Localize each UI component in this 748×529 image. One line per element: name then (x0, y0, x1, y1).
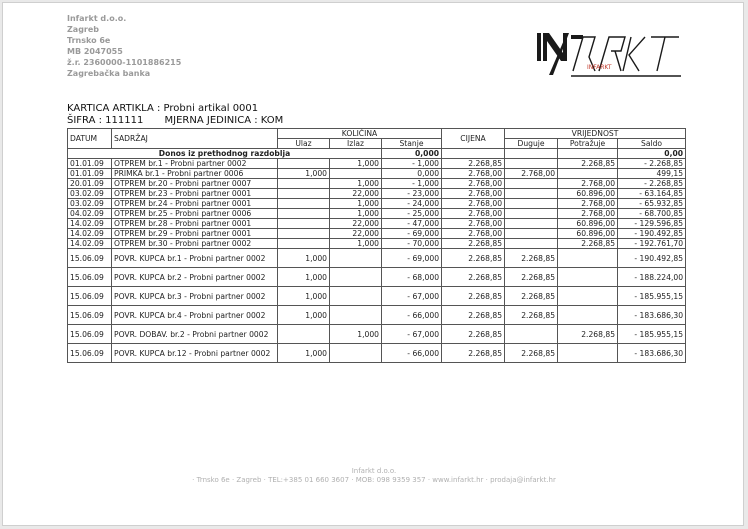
cell-stanje: - 1,000 (382, 159, 442, 169)
cell-izlaz: 1,000 (330, 209, 382, 219)
cell-potrazuje: 2.268,85 (558, 239, 618, 249)
cell-ulaz (278, 159, 330, 169)
cell-sadrzaj: POVR. KUPCA br.1 - Probni partner 0002 (112, 249, 278, 268)
article-code: ŠIFRA : 111111 (67, 115, 144, 126)
company-street: Trnsko 6e (67, 36, 111, 45)
cell-stanje: - 23,000 (382, 189, 442, 199)
table-row (68, 209, 686, 219)
cell-datum: 01.01.09 (68, 159, 112, 169)
cell-izlaz: 1,000 (330, 179, 382, 189)
cell-stanje: - 67,000 (382, 325, 442, 344)
cell-stanje: - 69,000 (382, 229, 442, 239)
cell-datum: 01.01.09 (68, 169, 112, 179)
cell-stanje: - 25,000 (382, 209, 442, 219)
company-account: ž.r. 2360000-1101886215 (67, 58, 182, 67)
cell-duguje (505, 179, 558, 189)
cell-izlaz: 1,000 (330, 239, 382, 249)
cell-sadrzaj: OTPREM br.30 - Probni partner 0002 (112, 239, 278, 249)
header-datum: DATUM (68, 129, 112, 149)
cell-potrazuje: 2.768,00 (558, 199, 618, 209)
cell-ulaz (278, 229, 330, 239)
header-potrazuje: Potražuje (558, 139, 618, 149)
cell-potrazuje: 2.768,00 (558, 179, 618, 189)
cell-duguje (505, 199, 558, 209)
cell-potrazuje (558, 287, 618, 306)
cell-ulaz (278, 189, 330, 199)
cell-stanje: - 1,000 (382, 179, 442, 189)
cell-saldo: - 185.955,15 (618, 287, 686, 306)
cell-stanje: - 66,000 (382, 306, 442, 325)
cell-cijena: 2.768,00 (442, 209, 505, 219)
header-stanje: Stanje (382, 139, 442, 149)
cell-potrazuje (558, 268, 618, 287)
cell-duguje (505, 219, 558, 229)
cell-cijena: 2.768,00 (442, 189, 505, 199)
cell-duguje: 2.268,85 (505, 344, 558, 363)
footer-company: Infarkt d.o.o. (351, 467, 397, 475)
cell-cijena: 2.768,00 (442, 229, 505, 239)
cell-izlaz: 22,000 (330, 229, 382, 239)
article-unit: MJERNA JEDINICA : KOM (164, 115, 284, 126)
cell-datum: 15.06.09 (68, 287, 112, 306)
cell-izlaz: 1,000 (330, 159, 382, 169)
cell-sadrzaj: OTPREM br.20 - Probni partner 0007 (112, 179, 278, 189)
cell-ulaz: 1,000 (278, 249, 330, 268)
cell-ulaz (278, 199, 330, 209)
cell-datum: 15.06.09 (68, 344, 112, 363)
cell-stanje: 0,000 (382, 169, 442, 179)
cell-duguje (505, 209, 558, 219)
header-sadrzaj: SADRŽAJ (112, 129, 278, 149)
cell-potrazuje: 60.896,00 (558, 189, 618, 199)
table-row (68, 325, 686, 344)
company-name: Infarkt d.o.o. (67, 14, 127, 23)
cell-sadrzaj: POVR. KUPCA br.4 - Probni partner 0002 (112, 306, 278, 325)
table-row (68, 287, 686, 306)
cell-datum: 03.02.09 (68, 199, 112, 209)
cell-saldo: - 183.686,30 (618, 306, 686, 325)
cell-izlaz: 22,000 (330, 219, 382, 229)
cell-stanje: - 70,000 (382, 239, 442, 249)
carry-empty-cijena (442, 149, 505, 159)
cell-cijena: 2.268,85 (442, 325, 505, 344)
cell-potrazuje: 60.896,00 (558, 219, 618, 229)
logo-text: INFARKT (587, 64, 612, 71)
table-row (68, 189, 686, 199)
article-meta (67, 115, 283, 126)
cell-potrazuje: 2.768,00 (558, 209, 618, 219)
cell-duguje (505, 189, 558, 199)
header-kolicina: KOLIČINA (278, 129, 442, 139)
table-row (68, 159, 686, 169)
header-izlaz: Izlaz (330, 139, 382, 149)
cell-izlaz: 1,000 (330, 325, 382, 344)
cell-cijena: 2.268,85 (442, 239, 505, 249)
cell-saldo: - 63.164,85 (618, 189, 686, 199)
cell-saldo: - 188.224,00 (618, 268, 686, 287)
table-row (68, 229, 686, 239)
cell-datum: 15.06.09 (68, 306, 112, 325)
cell-potrazuje: 2.268,85 (558, 325, 618, 344)
cell-ulaz (278, 239, 330, 249)
cell-saldo: - 2.268,85 (618, 159, 686, 169)
table-row (68, 344, 686, 363)
cell-ulaz: 1,000 (278, 268, 330, 287)
cell-stanje: - 47,000 (382, 219, 442, 229)
cell-izlaz (330, 287, 382, 306)
cell-izlaz: 22,000 (330, 189, 382, 199)
cell-sadrzaj: OTPREM br.23 - Probni partner 0001 (112, 189, 278, 199)
cell-duguje (505, 159, 558, 169)
carry-over-row (68, 149, 686, 159)
cell-ulaz: 1,000 (278, 169, 330, 179)
cell-potrazuje (558, 306, 618, 325)
table-row (68, 169, 686, 179)
cell-saldo: - 65.932,85 (618, 199, 686, 209)
cell-izlaz (330, 268, 382, 287)
table-row (68, 179, 686, 189)
cell-potrazuje (558, 249, 618, 268)
infarkt-logo (533, 23, 685, 81)
document-page (2, 2, 744, 526)
cell-ulaz (278, 179, 330, 189)
company-info (67, 13, 181, 79)
header-duguje: Duguje (505, 139, 558, 149)
cell-duguje (505, 229, 558, 239)
table-row (68, 199, 686, 209)
cell-stanje: - 66,000 (382, 344, 442, 363)
cell-cijena: 2.268,85 (442, 306, 505, 325)
cell-sadrzaj: POVR. KUPCA br.3 - Probni partner 0002 (112, 287, 278, 306)
cell-izlaz (330, 249, 382, 268)
cell-stanje: - 24,000 (382, 199, 442, 209)
cell-datum: 15.06.09 (68, 268, 112, 287)
carry-empty-potrazuje (558, 149, 618, 159)
cell-stanje: - 67,000 (382, 287, 442, 306)
cell-duguje: 2.268,85 (505, 249, 558, 268)
cell-cijena: 2.268,85 (442, 159, 505, 169)
header-saldo: Saldo (618, 139, 686, 149)
cell-saldo: - 2.268,85 (618, 179, 686, 189)
carry-empty-duguje (505, 149, 558, 159)
table-row (68, 219, 686, 229)
cell-sadrzaj: OTPREM br.29 - Probni partner 0001 (112, 229, 278, 239)
cell-duguje: 2.268,85 (505, 306, 558, 325)
header-vrijednost: VRIJEDNOST (505, 129, 686, 139)
carry-label: Donos iz prethodnog razdoblja (68, 149, 382, 159)
cell-izlaz: 1,000 (330, 199, 382, 209)
cell-izlaz (330, 169, 382, 179)
cell-cijena: 2.768,00 (442, 179, 505, 189)
cell-cijena: 2.768,00 (442, 199, 505, 209)
cell-izlaz (330, 344, 382, 363)
cell-potrazuje (558, 344, 618, 363)
cell-ulaz (278, 219, 330, 229)
cell-saldo: 499,15 (618, 169, 686, 179)
cell-datum: 15.06.09 (68, 325, 112, 344)
cell-duguje (505, 325, 558, 344)
cell-datum: 14.02.09 (68, 239, 112, 249)
cell-saldo: - 185.955,15 (618, 325, 686, 344)
company-city: Zagreb (67, 25, 100, 34)
cell-stanje: - 68,000 (382, 268, 442, 287)
table-row (68, 306, 686, 325)
cell-ulaz: 1,000 (278, 344, 330, 363)
cell-saldo: - 183.686,30 (618, 344, 686, 363)
cell-ulaz: 1,000 (278, 306, 330, 325)
cell-saldo: - 190.492,85 (618, 249, 686, 268)
cell-cijena: 2.268,85 (442, 287, 505, 306)
cell-sadrzaj: POVR. KUPCA br.12 - Probni partner 0002 (112, 344, 278, 363)
cell-sadrzaj: OTPREM br.24 - Probni partner 0001 (112, 199, 278, 209)
cell-cijena: 2.768,00 (442, 219, 505, 229)
cell-datum: 15.06.09 (68, 249, 112, 268)
cell-duguje (505, 239, 558, 249)
cell-saldo: - 68.700,85 (618, 209, 686, 219)
carry-saldo: 0,00 (618, 149, 686, 159)
cell-ulaz (278, 209, 330, 219)
cell-datum: 14.02.09 (68, 229, 112, 239)
cell-izlaz (330, 306, 382, 325)
cell-datum: 04.02.09 (68, 209, 112, 219)
cell-sadrzaj: PRIMKA br.1 - Probni partner 0006 (112, 169, 278, 179)
cell-cijena: 2.768,00 (442, 169, 505, 179)
cell-cijena: 2.268,85 (442, 249, 505, 268)
cell-saldo: - 192.761,70 (618, 239, 686, 249)
cell-sadrzaj: POVR. DOBAV. br.2 - Probni partner 0002 (112, 325, 278, 344)
cell-duguje: 2.268,85 (505, 287, 558, 306)
cell-saldo: - 129.596,85 (618, 219, 686, 229)
footer-contact: · Trnsko 6e · Zagreb · TEL:+385 01 660 3607 · MOB: 098 9359 357 · www.infarkt.hr · prodaja@infarkt.hr (192, 476, 556, 484)
cell-saldo: - 190.492,85 (618, 229, 686, 239)
cell-potrazuje (558, 169, 618, 179)
cell-datum: 03.02.09 (68, 189, 112, 199)
cell-cijena: 2.268,85 (442, 268, 505, 287)
cell-ulaz: 1,000 (278, 287, 330, 306)
cell-datum: 14.02.09 (68, 219, 112, 229)
table-row (68, 268, 686, 287)
cell-sadrzaj: OTPREM br.25 - Probni partner 0006 (112, 209, 278, 219)
header-ulaz: Ulaz (278, 139, 330, 149)
article-card-table (67, 128, 686, 363)
cell-cijena: 2.268,85 (442, 344, 505, 363)
cell-duguje: 2.768,00 (505, 169, 558, 179)
article-title: KARTICA ARTIKLA : Probni artikal 0001 (67, 103, 259, 114)
cell-ulaz (278, 325, 330, 344)
cell-potrazuje: 60.896,00 (558, 229, 618, 239)
table-row (68, 249, 686, 268)
cell-sadrzaj: OTPREM br.28 - Probni partner 0001 (112, 219, 278, 229)
table-row (68, 239, 686, 249)
cell-stanje: - 69,000 (382, 249, 442, 268)
header-cijena: CIJENA (442, 129, 505, 149)
cell-datum: 20.01.09 (68, 179, 112, 189)
company-mb: MB 2047055 (67, 47, 123, 56)
cell-sadrzaj: POVR. KUPCA br.2 - Probni partner 0002 (112, 268, 278, 287)
cell-potrazuje: 2.268,85 (558, 159, 618, 169)
cell-duguje: 2.268,85 (505, 268, 558, 287)
carry-stanje: 0,000 (382, 149, 442, 159)
cell-sadrzaj: OTPREM br.1 - Probni partner 0002 (112, 159, 278, 169)
company-bank: Zagrebačka banka (67, 69, 151, 78)
